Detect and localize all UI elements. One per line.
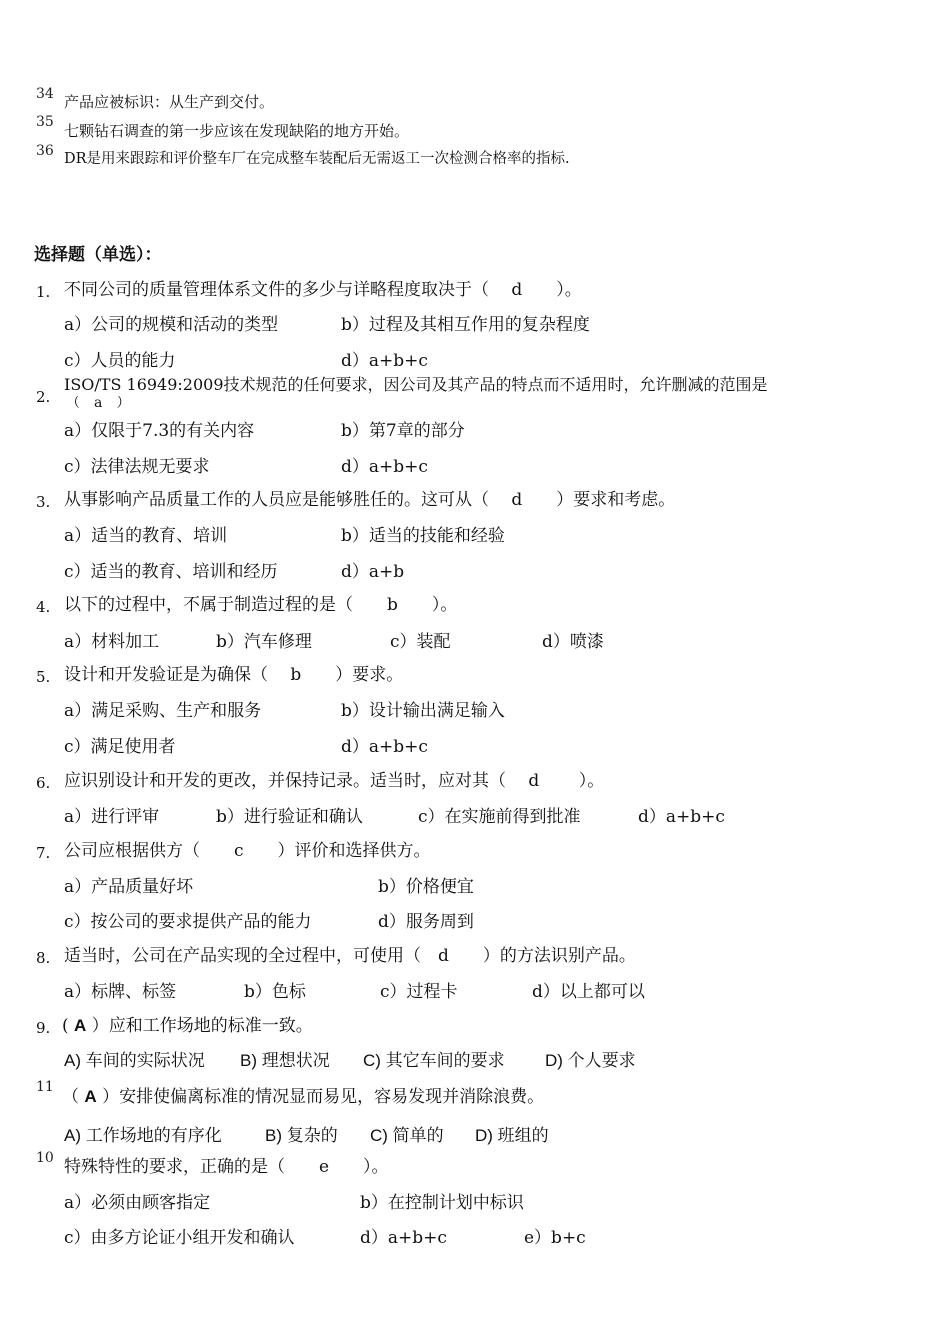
question-paren: ( — [62, 1016, 75, 1036]
option: C) 简单的 — [370, 1126, 444, 1145]
item-number: 35 — [36, 114, 54, 130]
option: c）由多方论证小组开发和确认 — [64, 1228, 295, 1248]
option: b）设计输出满足输入 — [341, 701, 505, 721]
option: A) 车间的实际状况 — [64, 1051, 205, 1070]
option: d）a+b+c — [341, 351, 428, 371]
question-text: 设计和开发验证是为确保（ b ）要求。 — [64, 665, 404, 685]
option: b）价格便宜 — [378, 877, 474, 897]
option: b）适当的技能和经验 — [341, 526, 505, 546]
question-number: 1. — [36, 283, 51, 301]
question-number: 4. — [36, 598, 51, 616]
option: d）a+b+c — [341, 737, 428, 757]
option: a）材料加工 — [64, 632, 160, 652]
option: c）装配 — [390, 632, 451, 652]
question-rest: ）安排使偏离标准的情况显而易见，容易发现并消除浪费。 — [96, 1087, 545, 1107]
question-answer-line: （ a ） — [66, 396, 131, 409]
option: b）过程及其相互作用的复杂程度 — [341, 315, 590, 335]
option: c）适当的教育、培训和经历 — [64, 562, 278, 582]
answer-letter: A — [84, 1087, 97, 1106]
question-number: 8. — [36, 949, 51, 967]
question-number: 7. — [36, 844, 51, 862]
statement-text: 产品应被标识：从生产到交付。 — [64, 93, 275, 111]
question-number: 3. — [36, 493, 51, 511]
statement-text: 七颗钻石调查的第一步应该在发现缺陷的地方开始。 — [64, 122, 410, 140]
option: d）以上都可以 — [532, 982, 645, 1002]
option: B) 复杂的 — [265, 1126, 338, 1145]
question-text — [62, 1087, 544, 1107]
option: d）喷漆 — [542, 632, 604, 652]
question-text: 应识别设计和开发的更改，并保持记录。适当时，应对其（ d ）。 — [64, 771, 605, 791]
option: C) 其它车间的要求 — [363, 1051, 505, 1070]
statement-text: DR是用来跟踪和评价整车厂在完成整车装配后无需返工一次检测合格率的指标. — [64, 151, 570, 167]
question-number: 5. — [36, 668, 51, 686]
question-text: 从事影响产品质量工作的人员应是能够胜任的。这可从（ d ）要求和考虑。 — [64, 490, 676, 510]
option: a）公司的规模和活动的类型 — [64, 315, 279, 335]
question-paren: （ — [62, 1087, 85, 1107]
option: c）满足使用者 — [64, 737, 176, 757]
question-text: 以下的过程中，不属于制造过程的是（ b ）。 — [64, 595, 458, 615]
question-text — [62, 1016, 313, 1036]
item-number: 34 — [36, 86, 54, 102]
item-number: 36 — [36, 143, 54, 159]
question-text: 适当时，公司在产品实现的全过程中，可使用（ d ）的方法识别产品。 — [64, 946, 636, 966]
option: b）在控制计划中标识 — [360, 1193, 524, 1213]
option: d）a+b+c — [638, 807, 725, 827]
option: d）a+b+c — [360, 1228, 447, 1248]
question-rest: ）应和工作场地的标准一致。 — [86, 1016, 313, 1036]
option: b）第7章的部分 — [341, 421, 465, 441]
option: c）在实施前得到批准 — [418, 807, 581, 827]
question-text: 公司应根据供方（ c ）评价和选择供方。 — [64, 841, 431, 861]
option: a）满足采购、生产和服务 — [64, 701, 262, 721]
option: d）a+b+c — [341, 457, 428, 477]
option: e）b+c — [524, 1228, 586, 1248]
item-number: 10 — [36, 1150, 54, 1166]
option: b）色标 — [244, 982, 306, 1002]
answer-letter: A — [74, 1016, 87, 1035]
option: a）标牌、标签 — [64, 982, 177, 1002]
option: D) 个人要求 — [545, 1051, 636, 1070]
option: c）法律法规无要求 — [64, 457, 210, 477]
option: a）适当的教育、培训 — [64, 526, 228, 546]
option: A) 工作场地的有序化 — [64, 1126, 222, 1145]
question-text: 特殊特性的要求，正确的是（ e ）。 — [64, 1157, 389, 1177]
question-number: 9. — [36, 1019, 51, 1037]
section-title: 选择题（单选）： — [34, 245, 162, 265]
option: d）a+b — [341, 562, 405, 582]
question-text: 不同公司的质量管理体系文件的多少与详略程度取决于（ d ）。 — [64, 280, 582, 300]
question-number: 6. — [36, 774, 51, 792]
question-text: ISO/TS 16949:2009技术规范的任何要求，因公司及其产品的特点而不适用时，允许删减的范围是 — [64, 375, 768, 394]
option: b）进行验证和确认 — [216, 807, 363, 827]
option: c）人员的能力 — [64, 351, 176, 371]
option: a）必须由顾客指定 — [64, 1193, 211, 1213]
option: c）过程卡 — [380, 982, 458, 1002]
option: b）汽车修理 — [216, 632, 312, 652]
item-number: 11 — [36, 1079, 54, 1095]
option: a）仅限于7.3的有关内容 — [64, 421, 255, 441]
question-number: 2. — [36, 388, 51, 406]
option: a）产品质量好坏 — [64, 877, 194, 897]
option: d）服务周到 — [378, 912, 474, 932]
option: c）按公司的要求提供产品的能力 — [64, 912, 312, 932]
option: a）进行评审 — [64, 807, 160, 827]
option: B) 理想状况 — [240, 1051, 330, 1070]
option: D) 班组的 — [475, 1126, 549, 1145]
